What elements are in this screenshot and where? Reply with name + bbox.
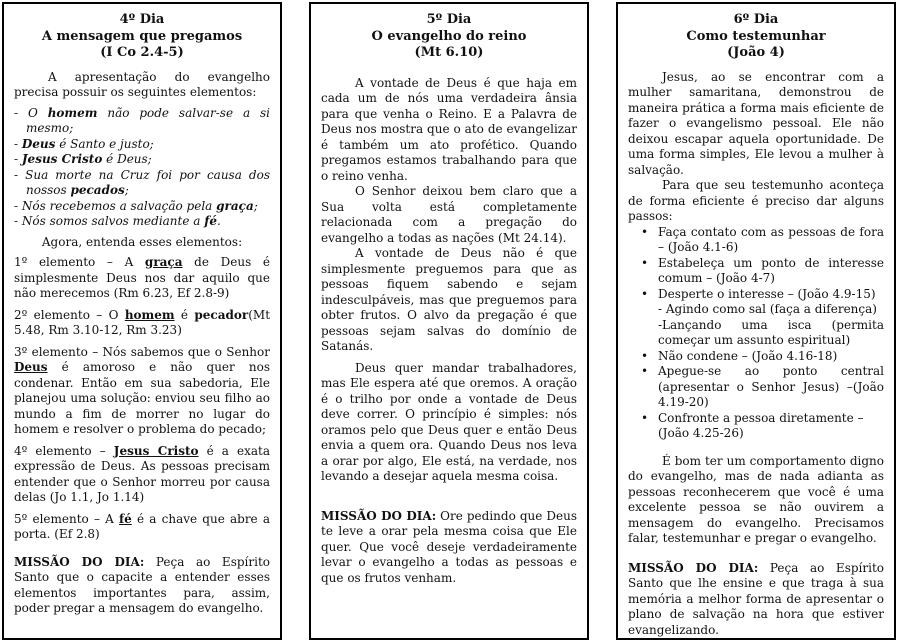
text-run: homem — [47, 105, 98, 120]
text-run: é Santo e justo; — [55, 136, 154, 151]
text-run: Não condene – (João 4.16-18) — [658, 348, 838, 363]
text-run: homem — [124, 307, 175, 322]
mission-paragraph — [14, 555, 270, 617]
text-run: pecados — [70, 183, 125, 197]
mission-paragraph — [321, 509, 577, 587]
hyphen-item — [14, 168, 270, 199]
text-run: Deus — [14, 360, 48, 374]
hyphen-item — [14, 199, 270, 215]
heading-reference — [321, 45, 577, 62]
centered-text — [14, 235, 270, 251]
heading-title — [321, 29, 577, 46]
element-5-paragraph — [14, 512, 270, 543]
text-run: Deus — [21, 136, 56, 151]
text-run: Como testemunhar — [686, 28, 826, 44]
heading-day — [628, 12, 884, 29]
text-run: 4º Dia — [119, 12, 165, 27]
text-run: Agora, entenda esses elementos: — [41, 234, 243, 249]
text-run: 2º elemento – O — [14, 307, 125, 322]
text-run: - Nós recebemos a salvação pela — [14, 198, 217, 213]
hyphen-item — [14, 137, 270, 153]
text-run: - Agindo como sal (faça a diferença) — [658, 302, 877, 316]
text-run: Faça contato com as pessoas de fora – (João 4.1-6) — [658, 224, 884, 254]
text-run: pecador — [194, 307, 249, 322]
text-run: 5º Dia — [426, 12, 472, 27]
spacer — [628, 62, 884, 70]
spacer — [321, 485, 577, 509]
element-2-paragraph — [14, 308, 270, 339]
text-run: - — [14, 136, 22, 151]
text-run: (Mt 6.10) — [414, 45, 484, 60]
text-run: de Deus é simplesmente Deus nos dar aquilo que não merecemos (Rm 6.23, Ef 2.8-9) — [14, 255, 271, 300]
text-run: Peça ao Espírito Santo que lhe ensine e que traga à sua memória a melhor forma de apresentar o plano de salvação na hora que estiver evangelizando. — [628, 560, 884, 637]
text-run: 1º elemento – A — [14, 255, 145, 269]
text-run: . — [217, 214, 221, 228]
text-run: graça — [144, 255, 183, 269]
spacer — [628, 547, 884, 561]
heading-day — [14, 12, 270, 29]
spacer — [14, 62, 270, 70]
text-run: O evangelho do reino — [371, 28, 527, 44]
element-4-paragraph — [14, 444, 270, 506]
text-run: Apegue-se ao ponto central (apresentar o Senhor Jesus) –(João 4.19-20) — [658, 364, 884, 409]
paragraph — [628, 70, 884, 179]
text-run: fé — [119, 511, 132, 526]
text-run: ; — [124, 183, 129, 197]
spacer — [14, 543, 270, 555]
spacer — [321, 62, 577, 76]
text-run: ; — [253, 198, 258, 213]
text-run: Ore pedindo que Deus te leve a orar pela mesma coisa que Ele quer. Que você deseje verdadeiramente levar o evangelho a todas as pessoas e que os frutos venham. — [321, 508, 577, 585]
text-run: Peça ao Espírito Santo que o capacite a entender esses elementos importantes para, assim, poder pregar a mensagem do evangelho. — [14, 554, 270, 615]
text-run: 6º Dia — [733, 12, 779, 27]
bullet-item — [628, 287, 884, 303]
paragraph — [628, 178, 884, 225]
paragraph — [321, 184, 577, 246]
text-run: é amoroso e não quer nos condenar. Então em sua sabedoria, Ele planejou uma solução: enviou seu filho ao mundo a fim de morrer no lugar do homem e resolver o problema do pecado; — [14, 360, 270, 436]
heading-title — [14, 29, 270, 46]
text-run: é a chave que abre a porta. (Ef 2.8) — [14, 511, 271, 541]
intro-paragraph — [14, 70, 270, 101]
text-run: - Sua morte na Cruz foi por causa dos nossos — [14, 167, 270, 197]
text-run: -Lançando uma isca (permita começar um assunto espiritual) — [658, 317, 884, 347]
bullet-subitem — [628, 318, 884, 349]
text-run: 4º elemento – — [14, 443, 114, 458]
text-run: - — [14, 152, 22, 166]
tract-panel-dia-6 — [616, 2, 896, 640]
hyphen-item — [14, 106, 270, 137]
text-run: MISSÃO DO DIA: — [321, 508, 437, 523]
text-run: 3º elemento – Nós sabemos que o Senhor — [14, 344, 270, 359]
text-run: (I Co 2.4-5) — [100, 45, 184, 60]
tract-panel-dia-4 — [2, 2, 282, 640]
hyphen-item — [14, 214, 270, 230]
text-run: Desperte o interesse – (João 4.9-15) — [658, 286, 876, 301]
paragraph — [321, 361, 577, 485]
tract-panel-dia-5 — [309, 2, 589, 640]
text-run: MISSÃO DO DIA: — [14, 554, 145, 569]
text-run: A mensagem que pregamos — [41, 28, 243, 44]
text-run: não pode salvar-se a si mesmo; — [26, 105, 270, 135]
text-run: Para que seu testemunho aconteça de forma eficiente é preciso dar alguns passos: — [628, 178, 884, 223]
text-run: fé — [204, 214, 218, 228]
text-run: A vontade de Deus é que haja em cada um de nós uma verdadeira ânsia para que venha o Reino. E a Palavra de Deus nos mostra que o ato de evangelizar é também um ato profético. Quando pregamos estamos trabalhando para que o reino venha. — [321, 75, 577, 183]
text-run: - O — [14, 105, 48, 120]
bullet-item — [628, 364, 884, 411]
paragraph — [628, 454, 884, 547]
text-run: 5º elemento – A — [14, 511, 119, 526]
heading-day — [321, 12, 577, 29]
panel-content — [321, 12, 577, 586]
mission-paragraph — [628, 561, 884, 639]
text-run: Jesus, ao se encontrar com a mulher samaritana, demonstrou de maneira prática a forma mais eficiente de fazer o evangelismo pessoal. Ele não deixou escapar aquela oportunidade. De uma forma simples, Ele levou a mulher à salvação. — [628, 69, 884, 177]
text-run: Jesus Cristo — [21, 152, 103, 166]
text-run: Deus quer mandar trabalhadores, mas Ele espera até que oremos. A oração é o trilho por onde a vontade de Deus deve correr. O princípio é simples: nós oramos pelo que Deus quer e então Deus envia a quem ora. Quando Deus nos leva a orar por algo, Ele está, na verdade, nos levando a desejar aquela mesma coisa. — [321, 360, 577, 483]
text-run: MISSÃO DO DIA: — [628, 560, 759, 575]
panel-content — [14, 12, 270, 617]
text-run: É bom ter um comportamento digno do evangelho, mas de nada adianta as pessoas reconhecerem que você é uma excelente pessoa se não ouvirem a mensagem do evangelho. Precisamos falar, testemunhar e pregar o evangelho. — [628, 453, 884, 545]
text-run: (Mt 5.48, Rm 3.10-12, Rm 3.23) — [14, 307, 271, 337]
text-run: Estabeleça um ponto de interesse comum – (João 4-7) — [658, 255, 884, 285]
bullet-item — [628, 411, 884, 442]
panel-content — [628, 12, 884, 638]
text-run: O Senhor deixou bem claro que a Sua volta está completamente relacionada com a pregação do evangelho a todas as nações (Mt 24.14). — [321, 184, 577, 245]
element-1-paragraph — [14, 255, 270, 302]
bullet-subitem — [628, 302, 884, 318]
bullet-item — [628, 225, 884, 256]
hyphen-item — [14, 152, 270, 168]
text-run: A vontade de Deus não é que simplesmente preguemos para que as pessoas fiquem sabendo e sejam indesculpáveis, mas que preguemos para obter frutos. O alvo da pregação é que pessoas sejam salvas do domínio de Satanás. — [321, 246, 577, 353]
bullet-item — [628, 256, 884, 287]
text-run: Confronte a pessoa diretamente – — [658, 410, 864, 425]
text-run: - Nós somos salvos mediante a — [14, 214, 205, 228]
heading-reference — [628, 45, 884, 62]
spacer — [628, 442, 884, 454]
text-run: é Deus; — [102, 152, 152, 166]
text-run: Jesus Cristo — [113, 443, 199, 458]
element-3-paragraph — [14, 345, 270, 438]
text-run: é a exata expressão de Deus. As pessoas precisam entender que o Senhor morreu por causa delas (Jo 1.1, Jo 1.14) — [14, 443, 270, 504]
heading-reference — [14, 45, 270, 62]
text-run: é — [174, 307, 195, 322]
paragraph — [321, 246, 577, 355]
text-run: (João 4) — [727, 45, 785, 60]
text-run: A apresentação do evangelho precisa possuir os seguintes elementos: — [14, 69, 270, 99]
bullet-item — [628, 349, 884, 365]
text-run: graça — [216, 198, 254, 213]
paragraph — [321, 76, 577, 185]
heading-title — [628, 29, 884, 46]
text-run: (João 4.25-26) — [658, 426, 744, 440]
